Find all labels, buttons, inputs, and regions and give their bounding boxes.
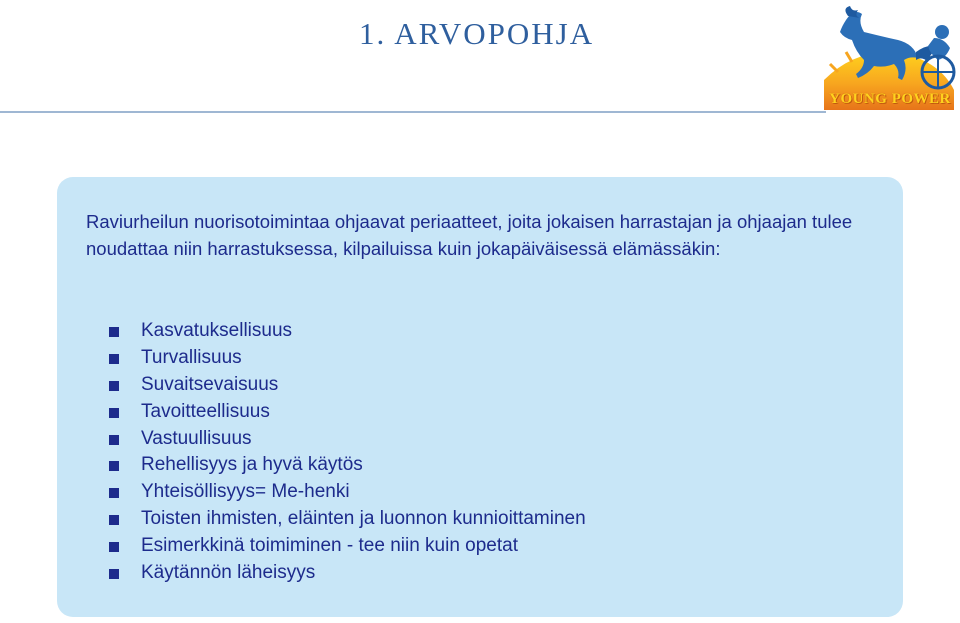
list-item bbox=[107, 452, 586, 479]
young-power-logo bbox=[818, 2, 958, 112]
value-label: Turvallisuus bbox=[141, 346, 242, 368]
value-label: Tavoitteellisuus bbox=[141, 400, 270, 422]
values-panel bbox=[57, 177, 903, 617]
value-label: Toisten ihmisten, eläinten ja luonnon kunnioittaminen bbox=[141, 508, 586, 530]
intro-text: Raviurheilun nuorisotoimintaa ohjaavat periaatteet, joita jokaisen harrastajan ja ohjaajan tulee noudattaa niin harrastuksessa, kilpailuissa kuin jokapäiväisessä elämässäkin: bbox=[86, 211, 853, 259]
square-bullet-icon bbox=[109, 515, 119, 525]
list-item bbox=[107, 560, 586, 587]
value-label: Esimerkkinä toimiminen - tee niin kuin opetat bbox=[141, 535, 519, 557]
list-item bbox=[107, 506, 586, 533]
value-label: Kasvatuksellisuus bbox=[141, 320, 293, 341]
square-bullet-icon bbox=[109, 488, 119, 498]
list-item bbox=[107, 533, 586, 560]
list-item bbox=[107, 345, 586, 372]
value-label: Käytännön läheisyys bbox=[141, 562, 316, 584]
square-bullet-icon bbox=[109, 381, 119, 391]
square-bullet-icon bbox=[109, 408, 119, 418]
value-label: Suvaitsevaisuus bbox=[141, 373, 279, 395]
square-bullet-icon bbox=[109, 327, 119, 337]
list-item bbox=[107, 372, 586, 399]
value-label: Vastuullisuus bbox=[141, 427, 252, 449]
square-bullet-icon bbox=[109, 435, 119, 445]
list-item bbox=[107, 479, 586, 506]
values-list bbox=[107, 318, 586, 587]
list-item bbox=[107, 399, 586, 426]
list-item bbox=[107, 426, 586, 453]
value-label: Rehellisyys ja hyvä käytös bbox=[141, 454, 363, 476]
square-bullet-icon bbox=[109, 542, 119, 552]
square-bullet-icon bbox=[109, 354, 119, 364]
square-bullet-icon bbox=[109, 461, 119, 471]
square-bullet-icon bbox=[109, 569, 119, 579]
header-divider bbox=[0, 111, 826, 113]
logo-text: YOUNG POWER bbox=[829, 91, 951, 107]
list-item bbox=[107, 318, 586, 345]
page-title: 1. ARVOPOHJA bbox=[359, 16, 595, 51]
value-label: Yhteisöllisyys= Me-henki bbox=[141, 481, 350, 503]
